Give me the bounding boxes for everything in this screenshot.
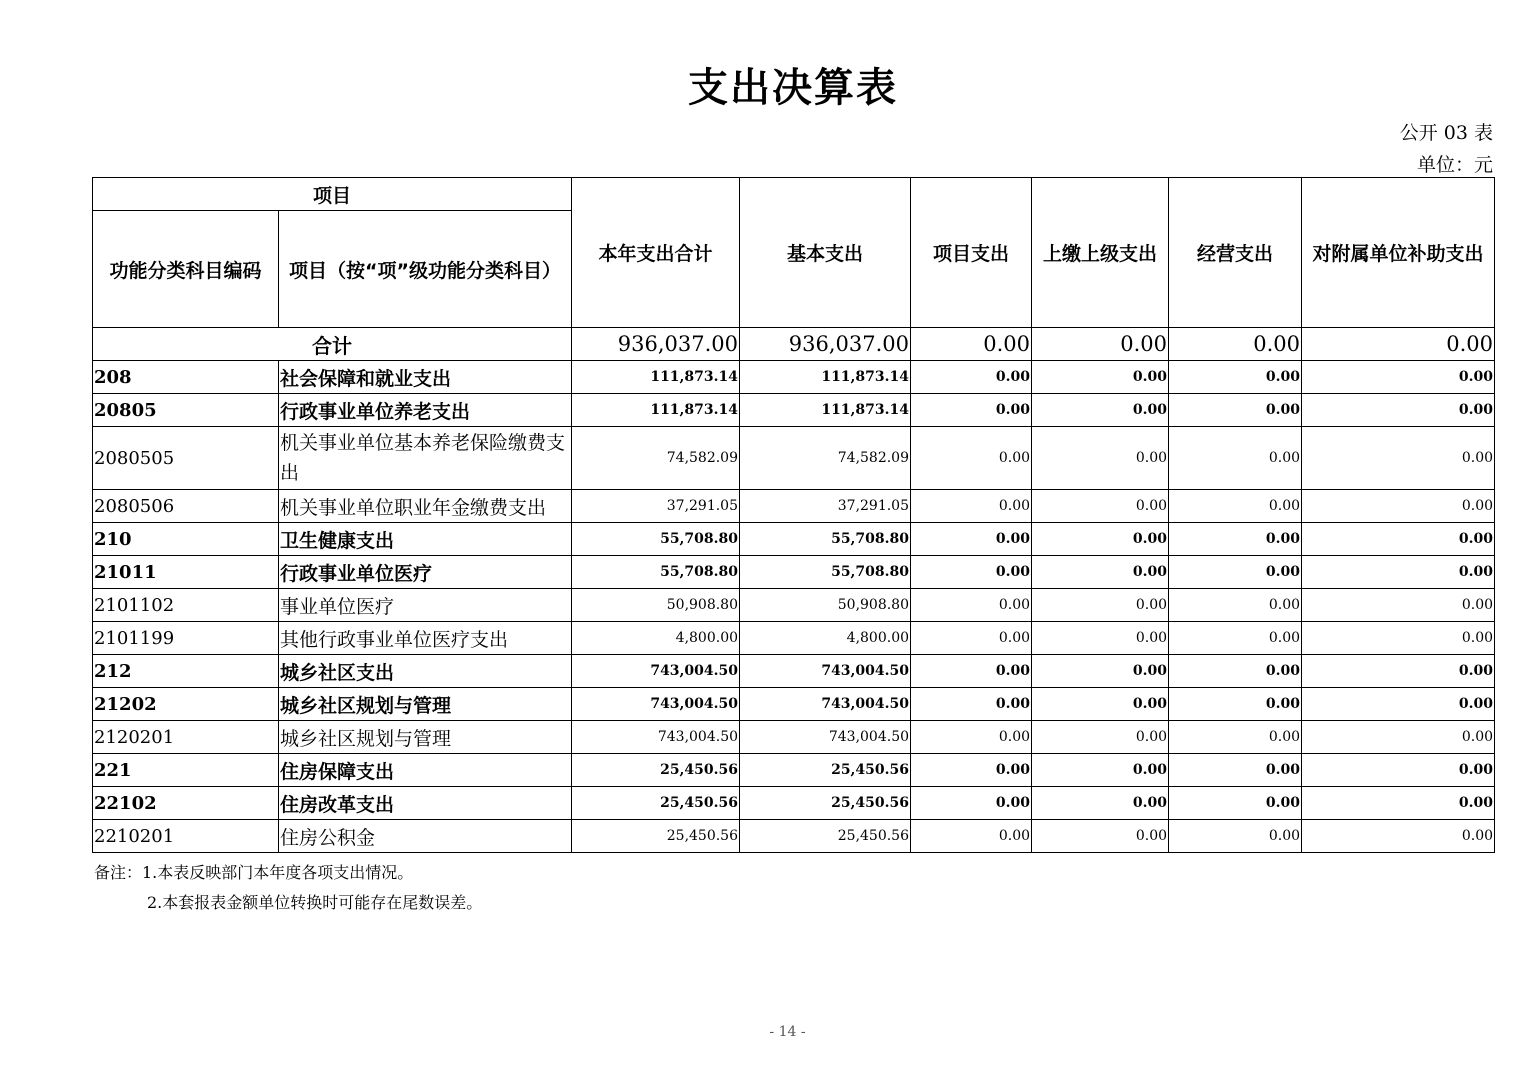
table-row — [93, 556, 1495, 589]
row-name: 事业单位医疗 — [279, 589, 572, 622]
row-total: 743,004.50 — [572, 688, 740, 721]
row-basic: 25,450.56 — [740, 820, 911, 853]
table-row — [93, 523, 1495, 556]
row-business: 0.00 — [1169, 754, 1302, 787]
row-business: 0.00 — [1169, 556, 1302, 589]
row-business: 0.00 — [1169, 394, 1302, 427]
row-code: 21011 — [93, 556, 279, 589]
row-project: 0.00 — [911, 523, 1032, 556]
unit-label: 单位：元 — [1416, 154, 1493, 176]
row-upper: 0.00 — [1032, 787, 1169, 820]
row-upper: 0.00 — [1032, 589, 1169, 622]
row-code: 212 — [93, 655, 279, 688]
row-project: 0.00 — [911, 787, 1032, 820]
page-title: 支出决算表 — [688, 65, 898, 111]
row-basic: 55,708.80 — [740, 523, 911, 556]
total-value: 0.00 — [911, 328, 1032, 361]
row-project: 0.00 — [911, 361, 1032, 394]
row-code: 221 — [93, 754, 279, 787]
row-basic: 37,291.05 — [740, 490, 911, 523]
row-code: 20805 — [93, 394, 279, 427]
note-1: 备注：1.本表反映部门本年度各项支出情况。 — [94, 863, 414, 882]
table-row — [93, 427, 1495, 490]
row-upper: 0.00 — [1032, 427, 1169, 490]
row-business: 0.00 — [1169, 622, 1302, 655]
row-total: 74,582.09 — [572, 427, 740, 490]
header-business: 经营支出 — [1169, 178, 1302, 328]
row-business: 0.00 — [1169, 427, 1302, 490]
row-code: 2101102 — [93, 589, 279, 622]
row-total: 743,004.50 — [572, 655, 740, 688]
row-business: 0.00 — [1169, 820, 1302, 853]
row-name: 住房公积金 — [279, 820, 572, 853]
row-name: 住房改革支出 — [279, 787, 572, 820]
row-basic: 25,450.56 — [740, 754, 911, 787]
table-code: 公开 03 表 — [1399, 122, 1493, 144]
row-name: 其他行政事业单位医疗支出 — [279, 622, 572, 655]
row-upper: 0.00 — [1032, 721, 1169, 754]
row-subsidy: 0.00 — [1302, 394, 1495, 427]
row-business: 0.00 — [1169, 688, 1302, 721]
row-basic: 4,800.00 — [740, 622, 911, 655]
row-upper: 0.00 — [1032, 556, 1169, 589]
row-project: 0.00 — [911, 490, 1032, 523]
row-code: 2080505 — [93, 427, 279, 490]
total-value: 0.00 — [1032, 328, 1169, 361]
row-total: 55,708.80 — [572, 523, 740, 556]
row-subsidy: 0.00 — [1302, 523, 1495, 556]
row-upper: 0.00 — [1032, 820, 1169, 853]
row-code: 2080506 — [93, 490, 279, 523]
row-basic: 50,908.80 — [740, 589, 911, 622]
row-subsidy: 0.00 — [1302, 787, 1495, 820]
table-row — [93, 688, 1495, 721]
row-basic: 111,873.14 — [740, 361, 911, 394]
header-basic: 基本支出 — [740, 178, 911, 328]
table-row — [93, 721, 1495, 754]
row-basic: 55,708.80 — [740, 556, 911, 589]
row-name: 城乡社区支出 — [279, 655, 572, 688]
table-row — [93, 655, 1495, 688]
total-value: 936,037.00 — [740, 328, 911, 361]
row-business: 0.00 — [1169, 655, 1302, 688]
note-2: 2.本套报表金额单位转换时可能存在尾数误差。 — [147, 893, 483, 912]
header-subsidy: 对附属单位补助支出 — [1302, 178, 1495, 328]
row-business: 0.00 — [1169, 787, 1302, 820]
row-project: 0.00 — [911, 622, 1032, 655]
row-upper: 0.00 — [1032, 523, 1169, 556]
row-subsidy: 0.00 — [1302, 556, 1495, 589]
table-row — [93, 394, 1495, 427]
row-total: 55,708.80 — [572, 556, 740, 589]
row-code: 2101199 — [93, 622, 279, 655]
row-total: 50,908.80 — [572, 589, 740, 622]
row-basic: 74,582.09 — [740, 427, 911, 490]
row-basic: 743,004.50 — [740, 721, 911, 754]
row-upper: 0.00 — [1032, 394, 1169, 427]
table-row — [93, 622, 1495, 655]
table-row — [93, 361, 1495, 394]
header-project-group: 项目 — [93, 178, 572, 211]
row-code: 21202 — [93, 688, 279, 721]
row-subsidy: 0.00 — [1302, 721, 1495, 754]
page-number: - 14 - — [769, 1024, 806, 1040]
row-business: 0.00 — [1169, 721, 1302, 754]
table-row — [93, 490, 1495, 523]
row-business: 0.00 — [1169, 589, 1302, 622]
row-code: 210 — [93, 523, 279, 556]
row-project: 0.00 — [911, 754, 1032, 787]
row-project: 0.00 — [911, 427, 1032, 490]
row-subsidy: 0.00 — [1302, 820, 1495, 853]
table-row — [93, 754, 1495, 787]
table-row — [93, 820, 1495, 853]
row-project: 0.00 — [911, 394, 1032, 427]
row-upper: 0.00 — [1032, 622, 1169, 655]
row-upper: 0.00 — [1032, 688, 1169, 721]
row-business: 0.00 — [1169, 361, 1302, 394]
row-business: 0.00 — [1169, 523, 1302, 556]
table-row — [93, 589, 1495, 622]
row-name: 城乡社区规划与管理 — [279, 688, 572, 721]
row-subsidy: 0.00 — [1302, 754, 1495, 787]
row-name: 卫生健康支出 — [279, 523, 572, 556]
header-item-name: 项目（按“项”级功能分类科目） — [279, 211, 572, 328]
row-basic: 111,873.14 — [740, 394, 911, 427]
table-row — [93, 787, 1495, 820]
expenditure-table — [92, 177, 1495, 853]
notes — [94, 858, 482, 918]
row-name: 城乡社区规划与管理 — [279, 721, 572, 754]
row-total: 25,450.56 — [572, 754, 740, 787]
header-total: 本年支出合计 — [572, 178, 740, 328]
row-total: 25,450.56 — [572, 787, 740, 820]
row-subsidy: 0.00 — [1302, 427, 1495, 490]
row-name: 住房保障支出 — [279, 754, 572, 787]
total-label: 合计 — [93, 328, 572, 361]
row-total: 111,873.14 — [572, 394, 740, 427]
row-total: 37,291.05 — [572, 490, 740, 523]
row-subsidy: 0.00 — [1302, 655, 1495, 688]
row-upper: 0.00 — [1032, 361, 1169, 394]
header-row-1 — [93, 178, 1495, 211]
row-total: 743,004.50 — [572, 721, 740, 754]
total-row — [93, 328, 1495, 361]
row-upper: 0.00 — [1032, 754, 1169, 787]
row-project: 0.00 — [911, 721, 1032, 754]
total-value: 0.00 — [1169, 328, 1302, 361]
row-code: 208 — [93, 361, 279, 394]
row-upper: 0.00 — [1032, 655, 1169, 688]
total-value: 0.00 — [1302, 328, 1495, 361]
row-upper: 0.00 — [1032, 490, 1169, 523]
row-name: 社会保障和就业支出 — [279, 361, 572, 394]
header-func-code: 功能分类科目编码 — [93, 211, 279, 328]
row-basic: 25,450.56 — [740, 787, 911, 820]
row-subsidy: 0.00 — [1302, 688, 1495, 721]
row-project: 0.00 — [911, 589, 1032, 622]
header-upper: 上缴上级支出 — [1032, 178, 1169, 328]
row-total: 4,800.00 — [572, 622, 740, 655]
total-value: 936,037.00 — [572, 328, 740, 361]
row-subsidy: 0.00 — [1302, 622, 1495, 655]
row-subsidy: 0.00 — [1302, 589, 1495, 622]
row-subsidy: 0.00 — [1302, 490, 1495, 523]
row-total: 25,450.56 — [572, 820, 740, 853]
row-basic: 743,004.50 — [740, 655, 911, 688]
row-subsidy: 0.00 — [1302, 361, 1495, 394]
row-project: 0.00 — [911, 820, 1032, 853]
row-code: 2210201 — [93, 820, 279, 853]
row-name: 行政事业单位养老支出 — [279, 394, 572, 427]
header-project: 项目支出 — [911, 178, 1032, 328]
row-project: 0.00 — [911, 688, 1032, 721]
row-name: 行政事业单位医疗 — [279, 556, 572, 589]
row-project: 0.00 — [911, 655, 1032, 688]
row-name: 机关事业单位基本养老保险缴费支出 — [279, 427, 572, 490]
row-business: 0.00 — [1169, 490, 1302, 523]
row-code: 22102 — [93, 787, 279, 820]
row-basic: 743,004.50 — [740, 688, 911, 721]
row-total: 111,873.14 — [572, 361, 740, 394]
row-name: 机关事业单位职业年金缴费支出 — [279, 490, 572, 523]
row-code: 2120201 — [93, 721, 279, 754]
row-project: 0.00 — [911, 556, 1032, 589]
